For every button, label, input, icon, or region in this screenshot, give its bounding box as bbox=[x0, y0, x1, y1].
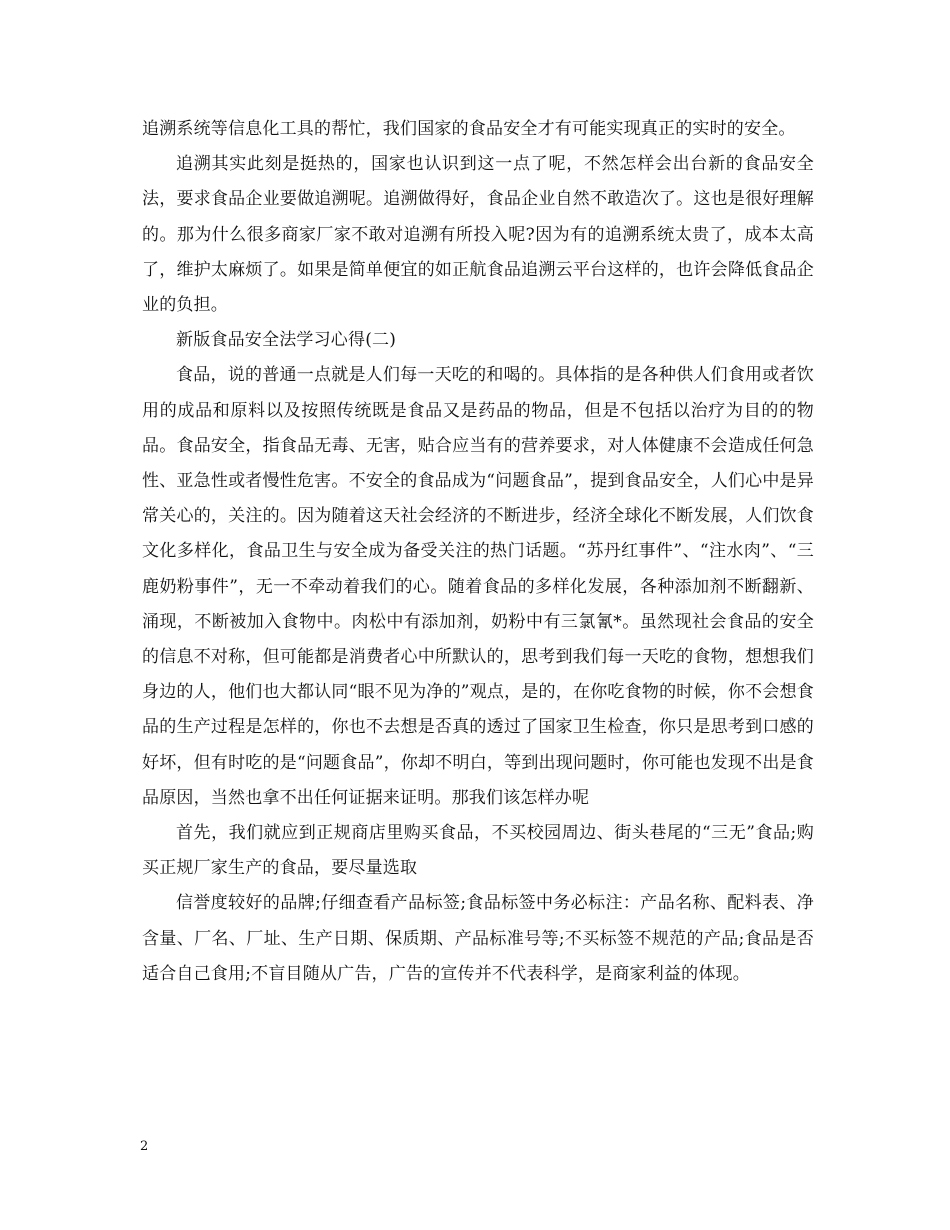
paragraph-1: 追溯系统等信息化工具的帮忙，我们国家的食品安全才有可能实现真正的实时的安全。 bbox=[142, 119, 796, 139]
paragraph-5: 信誉度较好的品牌;仔细查看产品标签;食品标签中务必标注：产品名称、配料表、净含量、厂名、厂址、生产日期、保质期、产品标准号等;不买标签不规范的产品;食品是否适合自己食用;不盲目随从广告，广告的宣传并不代表科学，是商家利益的体现。 bbox=[142, 893, 814, 984]
paragraph-3: 食品，说的普通一点就是人们每一天吃的和喝的。具体指的是各种供人们食用或者饮用的成品和原料以及按照传统既是食品又是药品的物品，但是不包括以治疗为目的的物品。食品安全，指食品无毒、无害，贴合应当有的营养要求，对人体健康不会造成任何急性、亚急性或者慢性危害。不安全的食品成为“问题食品”，提到食品安全，人们心中是异常关心的，关注的。因为随着这天社会经济的不断进步，经济全球化不断发展，人们饮食文化多样化，食品卫生与安全成为备受关注的热门话题。“苏丹红事件”、“注水肉”、“三鹿奶粉事件”，无一不牵动着我们的心。随着食品的多样化发展，各种添加剂不断翻新、涌现，不断被加入食物中。肉松中有添加剂，奶粉中有三氯氰*。虽然现社会食品的安全的信息不对称，但可能都是消费者心中所默认的，思考到我们每一天吃的食物，想想我们身边的人，他们也大都认同“眼不见为净的”观点，是的，在你吃食物的时候，你不会想食品的生产过程是怎样的，你也不去想是否真的透过了国家卫生检查，你只是思考到口感的好坏，但有时吃的是“问题食品”，你却不明白，等到出现问题时，你可能也发现不出是食品原因，当然也拿不出任何证据来证明。那我们该怎样办呢 bbox=[142, 365, 814, 808]
page-number: 2 bbox=[140, 1139, 149, 1154]
paragraph-4: 首先，我们就应到正规商店里购买食品，不买校园周边、街头巷尾的“三无”食品;购买正规厂家生产的食品，要尽量选取 bbox=[142, 823, 814, 879]
section-heading: 新版食品安全法学习心得(二) bbox=[176, 330, 397, 351]
paragraph-2: 追溯其实此刻是挺热的，国家也认识到这一点了呢，不然怎样会出台新的食品安全法，要求食品企业要做追溯呢。追溯做得好，食品企业自然不敢造次了。这也是很好理解的。那为什么很多商家厂家不敢对追溯有所投入呢?因为有的追溯系统太贵了，成本太高了，维护太麻烦了。如果是简单便宜的如正航食品追溯云平台这样的，也许会降低食品企业的负担。 bbox=[142, 154, 814, 316]
body-text bbox=[142, 112, 814, 992]
